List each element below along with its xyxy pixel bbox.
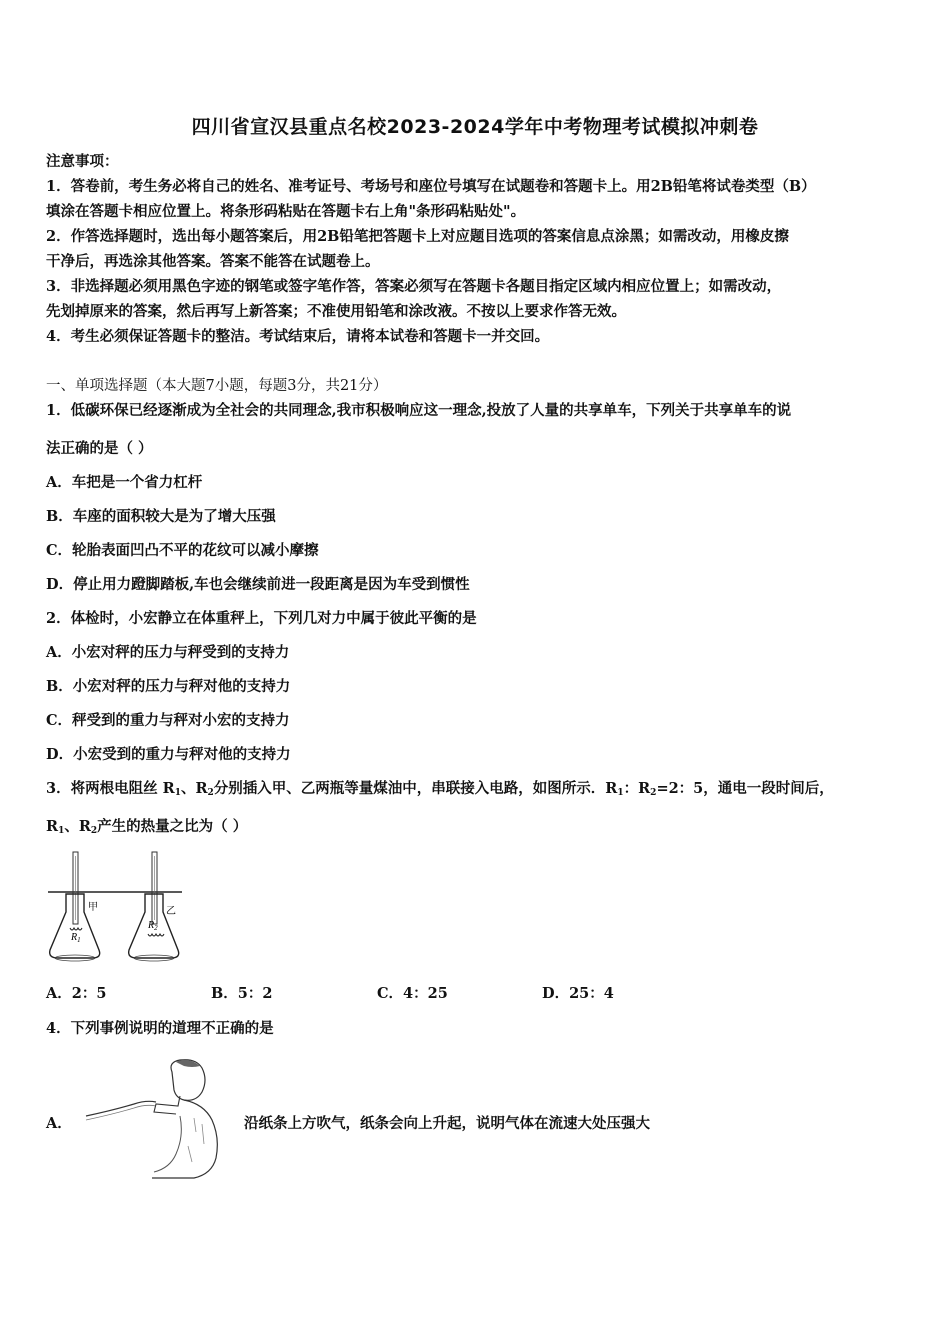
q2-option-b: B．小宏对秤的压力与秤对他的支持力: [46, 678, 291, 695]
figure-label-r1: $R_1$: [71, 932, 81, 944]
q1-option-c: C．轮胎表面凹凸不平的花纹可以减小摩擦: [46, 542, 319, 559]
q4-option-a-text: 沿纸条上方吹气，纸条会向上升起，说明气体在流速大处压强大: [244, 1115, 650, 1132]
flask-circuit-figure: [44, 848, 184, 966]
q1-stem: 法正确的是（ ）: [46, 440, 153, 457]
notice-line: 先划掉原来的答案，然后再写上新答案；不准使用铅笔和涂改液。不按以上要求作答无效。: [46, 303, 626, 320]
q3-stem: $R_1$、$R_2$产生的热量之比为（ ）: [46, 818, 248, 836]
q3-option-b: B．5：2: [211, 985, 273, 1002]
q2-stem: 2．体检时，小宏静立在体重秤上，下列几对力中属于彼此平衡的是: [46, 610, 477, 627]
page-title: 四川省宣汉县重点名校2023-2024学年中考物理考试模拟冲刺卷: [191, 116, 759, 138]
section-heading: 一、单项选择题（本大题7小题，每题3分，共21分）: [46, 378, 388, 394]
q2-option-c: C．秤受到的重力与秤对小宏的支持力: [46, 712, 290, 729]
q3-stem: 3．将两根电阻丝 $R_1$、$R_2$分别插入甲、乙两瓶等量煤油中，串联接入电路，如图所示．$R_1$：$R_2=2$：5，通电一段时间后，: [46, 780, 834, 798]
notice-line: 4．考生必须保证答题卡的整洁。考试结束后，请将本试卷和答题卡一并交回。: [46, 328, 550, 345]
notice-heading: 注意事项：: [46, 153, 119, 170]
notice-line: 填涂在答题卡相应位置上。将条形码粘贴在答题卡右上角"条形码粘贴处"。: [46, 203, 526, 220]
figure-label-r2: $R_2$: [148, 920, 158, 932]
figure-label-jia: 甲: [88, 902, 98, 913]
q2-option-a: A．小宏对秤的压力与秤受到的支持力: [46, 644, 290, 661]
figure-label-yi: 乙: [166, 906, 176, 917]
q1-stem: 1．低碳环保已经逐渐成为全社会的共同理念,我市积极响应这一理念,投放了人量的共享单车，下列关于共享单车的说: [46, 402, 792, 419]
q3-option-c: C．4：25: [377, 985, 448, 1002]
q3-option-d: D．25：4: [542, 985, 614, 1002]
q3-option-a: A．2：5: [46, 985, 107, 1002]
notice-line: 3．非选择题必须用黑色字迹的钢笔或签字笔作答，答案必须写在答题卡各题目指定区域内相应位置上；如需改动，: [46, 278, 782, 295]
q1-option-b: B．车座的面积较大是为了增大压强: [46, 508, 276, 525]
q1-option-d: D．停止用力蹬脚踏板,车也会继续前进一段距离是因为车受到惯性: [46, 576, 470, 593]
q1-option-a: A．车把是一个省力杠杆: [46, 474, 203, 491]
q4-option-a-label: A．: [46, 1115, 72, 1132]
notice-line: 干净后，再选涂其他答案。答案不能答在试题卷上。: [46, 253, 380, 270]
q4-stem: 4．下列事例说明的道理不正确的是: [46, 1020, 274, 1037]
notice-line: 1．答卷前，考生务必将自己的姓名、准考证号、考场号和座位号填写在试题卷和答题卡上。用2B铅笔将试卷类型（B）: [46, 178, 816, 195]
notice-line: 2．作答选择题时，选出每小题答案后，用2B铅笔把答题卡上对应题目选项的答案信息点涂黑；如需改动，用橡皮擦: [46, 228, 789, 245]
blowing-paper-illustration: [84, 1058, 224, 1180]
q2-option-d: D．小宏受到的重力与秤对他的支持力: [46, 746, 291, 763]
